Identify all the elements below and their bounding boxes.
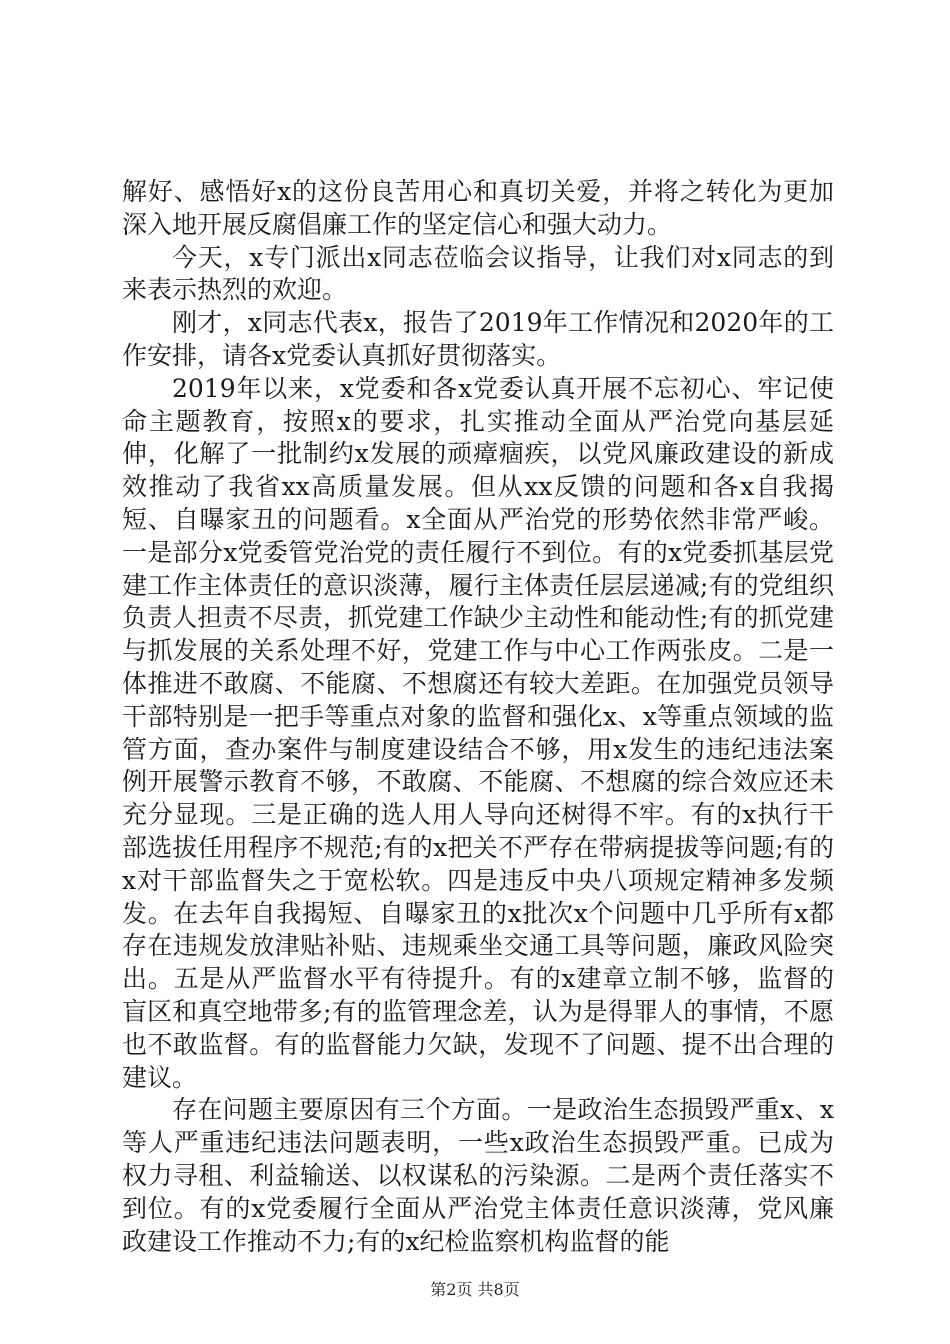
paragraph-problems: 2019年以来，x党委和各x党委认真开展不忘初心、牢记使命主题教育，按照x的要求，扎实推动全面从严治党向基层延伸，化解了一批制约x发展的顽瘴痼疾，以党风廉政建设的新成效推动了我省xx高质量发展。但从xx反馈的问题和各x自我揭短、自曝家丑的问题看。x全面从严治党的形势依然非常严峻。一是部分x党委管党治党的责任履行不到位。有的x党委抓基层党建工作主体责任的意识淡薄，履行主体责任层层递减;有的党组织负责人担责不尽责，抓党建工作缺少主动性和能动性;有的抓党建与抓发展的关系处理不好，党建工作与中心工作两张皮。二是一体推进不敢腐、不能腐、不想腐还有较大差距。在加强党员领导干部特别是一把手等重点对象的监督和强化x、x等重点领域的监管方面，查办案件与制度建设结合不够，用x发生的违纪违法案例开展警示教育不够，不敢腐、不能腐、不想腐的综合效应还未充分显现。三是正确的选人用人导向还树得不牢。有的x执行干部选拔任用程序不规范;有的x把关不严存在带病提拔等问题;有的x对干部监督失之于宽松软。四是违反中央八项规定精神多发频发。在去年自我揭短、自曝家丑的x批次x个问题中几乎所有x都存在违规发放津贴补贴、违规乘坐交通工具等问题，廉政风险突出。五是从严监督水平有待提升。有的x建章立制不够，监督的盲区和真空地带多;有的监管理念差，认为是得罪人的事情，不愿也不敢监督。有的监督能力欠缺，发现不了问题、提不出合理的建议。 (122, 373, 834, 1092)
page-footer: 第2页 共8页 (430, 1280, 520, 1299)
paragraph-welcome: 今天，x专门派出x同志莅临会议指导，让我们对x同志的到来表示热烈的欢迎。 (122, 242, 834, 305)
paragraph-report: 刚才，x同志代表x，报告了2019年工作情况和2020年的工作安排，请各x党委认真抓好贯彻落实。 (122, 308, 834, 370)
document-body (122, 176, 834, 1258)
paragraph-continuation: 解好、感悟好x的这份良苦用心和真切关爱，并将之转化为更加深入地开展反腐倡廉工作的坚定信心和强大动力。 (122, 177, 834, 239)
paragraph-causes: 存在问题主要原因有三个方面。一是政治生态损毁严重x、x等人严重违纪违法问题表明，一些x政治生态损毁严重。已成为权力寻租、利益输送、以权谋私的污染源。二是两个责任落实不到位。有的x党委履行全面从严治党主体责任意识淡薄，党风廉政建设工作推动不力;有的x纪检监察机构监督的能 (122, 1095, 834, 1256)
